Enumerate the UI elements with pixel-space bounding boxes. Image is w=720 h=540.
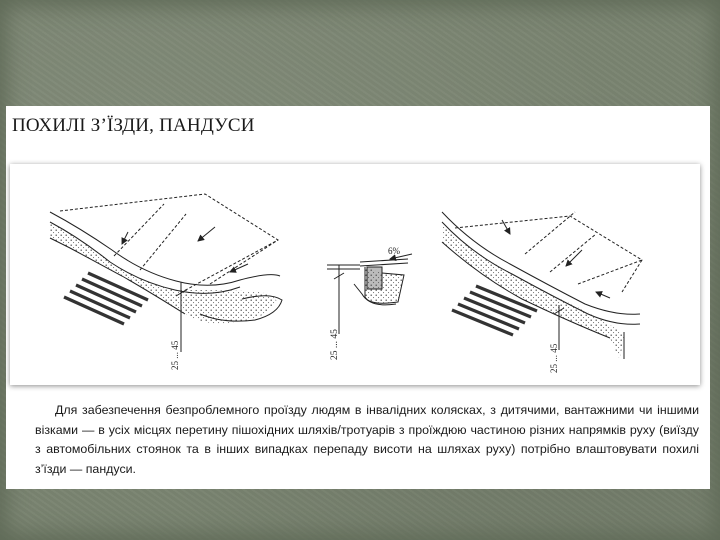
slide-content	[6, 106, 710, 489]
middle-section-sketch	[327, 246, 412, 360]
left-dimension-label: 25 ... 45	[170, 340, 180, 370]
right-ramp-sketch	[442, 212, 642, 373]
left-ramp-sketch	[50, 194, 282, 370]
ramp-diagram-drawing	[10, 164, 700, 385]
middle-dimension-label: 25 ... 45	[330, 329, 340, 360]
ramp-diagram	[10, 164, 700, 385]
slide-title: ПОХИЛІ З’ЇЗДИ, ПАНДУСИ	[12, 115, 255, 136]
right-dimension-label: 25 ... 45	[549, 343, 559, 373]
description-paragraph: Для забезпечення безпроблемного проїзду людям в інвалідних колясках, з дитячими, вантажними чи іншими візками — в усіх місцях перетину пішохідних шляхів/тротуарів з проїждюю частиною різних напрямків руху (виїзду з автомобільних стоянок та в інших випадках перепаду висоти на шляхах руху) потрібно влаштовувати похилі з’їзди — пандуси.	[35, 403, 699, 476]
slope-label: 6%	[388, 246, 400, 256]
